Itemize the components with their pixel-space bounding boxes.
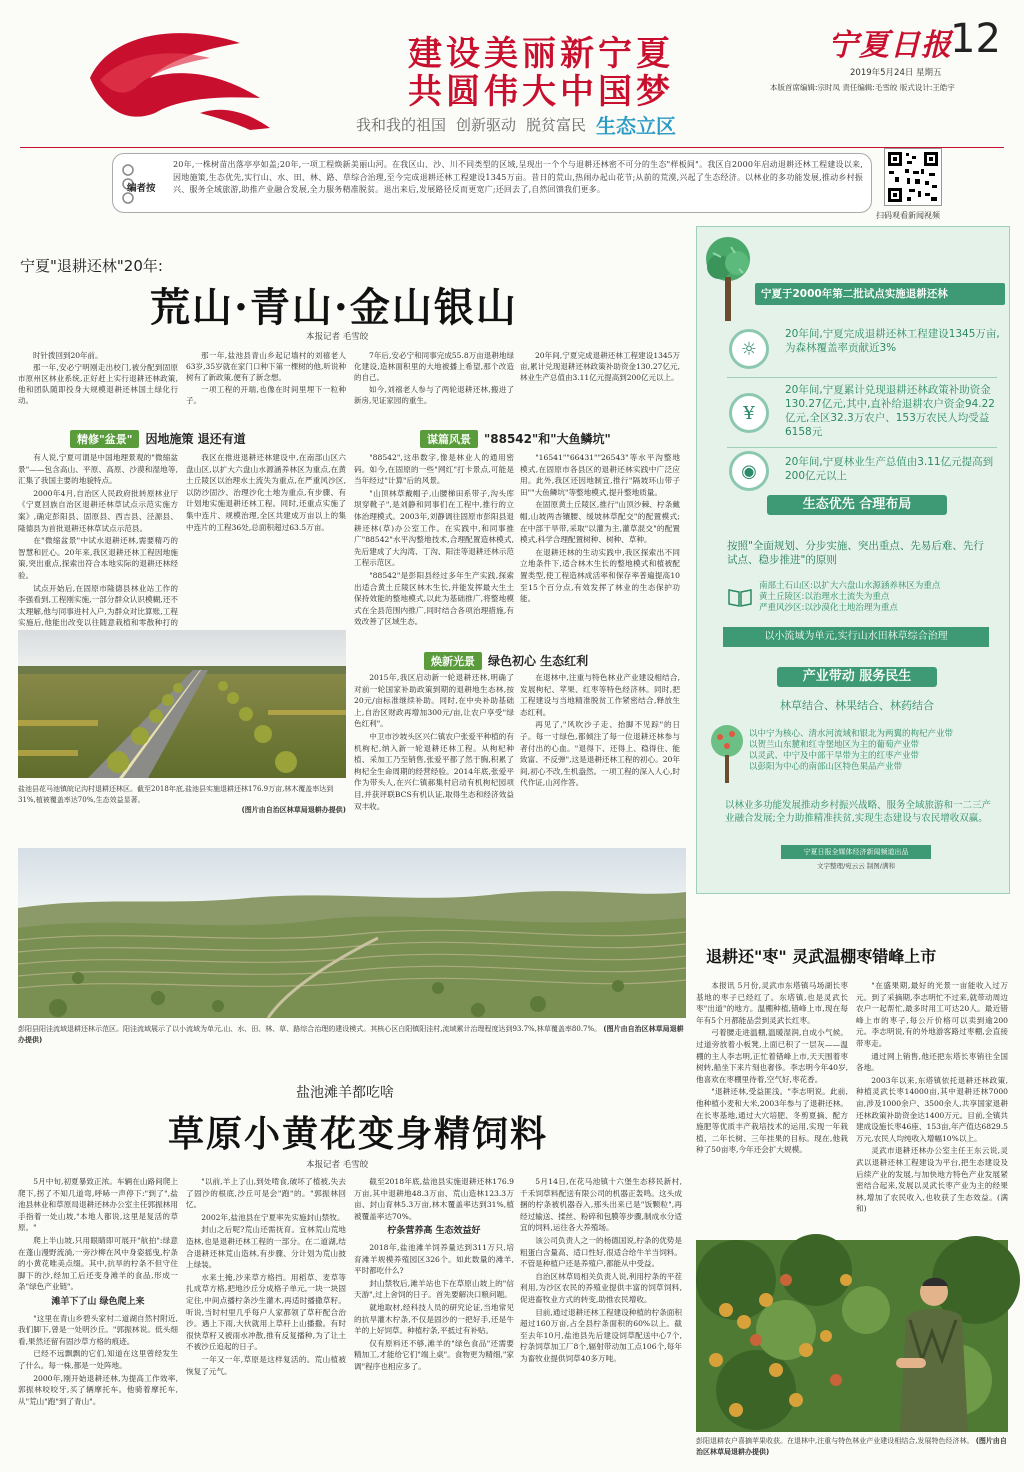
article2-col1 xyxy=(18,1176,178,1466)
infographic-panel xyxy=(696,226,1010,894)
body-para: "以前,羊上了山,到处啃食,破坏了植被,失去了固沙的根底,沙丘可是会"跑"的。"郭振林回忆。 xyxy=(186,1177,346,1210)
article2-byline: 本报记者 毛雪皎 xyxy=(306,1160,369,1170)
qr-code[interactable] xyxy=(884,148,942,206)
body-para: 本报讯 5月份,灵武市东塔镇马场湖长枣基地的枣子已经红了。东塔镇,也是灵武长枣"出道"的地方。温棚种植,错峰上市,现在每年有5个月都能品尝到灵武长红枣。 xyxy=(696,981,848,1025)
principle-text: 按照"全面规划、分步实施、突出重点、先易后难、先行试点、稳步推进"的原则 xyxy=(727,540,984,566)
photo-yanchi-forest-road xyxy=(18,630,346,778)
body-para: 自治区林草局相关负责人说,利用柠条的平茬利用,为沙区农民的养殖业提供丰富的饲草饲料,促进畜牧业方式的转变,助推农民增收。 xyxy=(520,1271,682,1304)
apple-photo-caption-text: 彭阳退耕农户喜摘苹果收获。在退林中,注重与特色林业产业建设相结合,发展特色经济林。 xyxy=(696,1437,974,1445)
stat-divider xyxy=(727,377,997,378)
body-para: 封山之后呢?荒山还需抚育。宜林荒山荒地造林,也是退耕还林工程的一部分。在二道湖,结合退耕还林荒山造林,有步骤、分计划为荒山披上绿装。 xyxy=(186,1225,346,1270)
body-para: 2000年,刚开始退耕还林,为提高工作效率,郭振林咬咬牙,买了辆摩托车。他骑着摩托车,从"荒山"跑"到了青山"。 xyxy=(18,1373,178,1406)
panorama-caption-text: 彭阳县阳洼流域退耕还林示范区。阳洼流域展示了以小流域为单元,山、水、田、林、草、路综合治理的建设模式。其核心区白阳镇阳洼村,流域累计治理程度达到93.7%,林草覆盖率80.7%。 xyxy=(18,1025,602,1033)
body-para: "88542",这串数字,像是林业人的通用密码。如今,在固原的一些"网红"打卡景点,可能是当年经过"计算"后的风景。 xyxy=(354,453,514,486)
headline-line1: 建设美丽新宁夏 xyxy=(408,34,674,74)
stat-3 xyxy=(729,451,1007,491)
heading-industry: 产业带动 服务民生 xyxy=(777,667,937,687)
body-para: 再见了,"风吹沙子走、抬脚不见踪"的日子。每一寸绿色,都倾注了每一位退耕还林参与者付出的心血。"退得下、还得上、稳得住、能致富、不反弹",这是退耕还林工程的初心。20年间,初心不改,生机盎然。一项工程的深入人心,时代作证,山河作答。 xyxy=(520,720,680,788)
body-para: 灵武市退耕还林办公室主任王东云说,灵武以退耕还林工程建设为平台,把生态建设及后续产业的发展,与加快地方特色产业发展紧密结合起来,发展以灵武长枣产业为主的经果林,增加了农民收入,也收获了生态效益。(满和) xyxy=(856,1146,1008,1214)
body-para: 目前,通过退耕还林工程建设种植的柠条面积超过160万亩,占全县柠条面积的60%以上。截至去年10月,盐池县先后建设饲草配送中心7个,柠条饲草加工厂8个,辐射带动加工点106个,每年为畜牧业提供饲草40多万吨。 xyxy=(520,1307,682,1363)
apple-photo-credit: (图片由自治区林草局退耕办提供) xyxy=(696,1437,1007,1456)
body-para: 5月中旬,初夏暴致正浓。车辆在山路间爬上爬下,拐了不知几道弯,呼哧一声停下:"到了",盐池县林业和草原局退耕还林办公室主任郭振林用手指着一处山坡,"本地人都说,这里是复活的草原。" xyxy=(18,1177,178,1233)
editor-credits: 本版首席编辑:宗时凤 责任编辑:毛雪皎 版式设计:王皓宇 xyxy=(770,83,955,92)
stat-1-text: 20年间,宁夏完成退耕还林工程建设1345万亩,为森林覆盖率贡献近3% xyxy=(785,328,1000,354)
eye-icon: ◉ xyxy=(729,451,769,491)
masthead-divider xyxy=(20,147,1004,148)
section1-col1 xyxy=(18,452,178,628)
body-para: 在退林中,注重与特色林业产业建设相结合,发展枸杞、苹果、红枣等特色经济林。同时,把工程建设与当地精准脱贫工作紧密结合,释放生态红利。 xyxy=(520,673,680,717)
section2-header xyxy=(420,430,611,447)
body-para: 水来土掩,沙来草方格挡。用稻草、麦草等扎成草方格,把地沙丘分成格子单元,一块一块固定住,中间点播柠条沙生灌木,再适时播撒草籽。听说,当时村里几乎每户人家都领了草秆配合治沙。遇上下雨,大伙就用上草秆上山播撒。有时很快草籽又被雨水冲散,推有反复播种,为了让土不被沙丘追起的日子。 xyxy=(186,1272,346,1352)
body-para: 有人说,宁夏可谓是中国地理景观的"微缩盆景"——包含高山、平原、高原、沙漠和湿地等,汇集了我国主要的地貌特点。 xyxy=(18,453,178,486)
body-para: "这里在青山乡碧头家村二道湖自然村附近,我们脚下,曾是一处明沙丘。"郭振林说。低头细看,果然还留有固沙草方格的痕迹。 xyxy=(18,1313,178,1346)
infographic-footer: 宁夏日报全媒体经济新闻频道出品 xyxy=(803,848,909,856)
body-para: 弓着腰走进温棚,温暖湿润,自成小气候。过道旁放着小板凳,上面已积了一层灰——温棚的主人李志明,正忙着错峰上市,天天围着枣树转,船坐下来片刻也奢侈。李志明今年40岁,他喜欢在枣棚里待着,空气好,枣花香。 xyxy=(696,1028,848,1084)
section1-title: 因地施策 退还有道 xyxy=(145,432,246,446)
infographic-credit: 文字整理/宛云云 制图/满和 xyxy=(817,862,895,870)
lead-para: 那一年,盐池县青山乡起记墙村的刘禧老人63岁,35岁就在家门口种下第一棵树的他,听说种树有了新政策,便有了新念想。 xyxy=(186,351,346,382)
section3-col1 xyxy=(354,672,514,840)
body-para: 封山禁牧后,滩羊站也下在草原山坡上的"信天游",过上舍饲的日子。首先要解决口粮问题。 xyxy=(354,1278,514,1300)
article3-title: 退耕还"枣" 灵武温棚枣错峰上市 xyxy=(706,947,937,966)
money-hand-icon: ¥ xyxy=(729,393,769,433)
infographic-title: 宁夏于2000年第二批试点实施退耕还林 xyxy=(761,288,948,300)
lead-para: 20年间,宁夏完成退耕还林工程建设1345万亩,累计兑现退耕还林政策补助资金130.27亿元,林业生产总值由3.11亿元提高到200亿元以上。 xyxy=(520,351,680,382)
slogan-2: 创新驱动 xyxy=(456,116,517,134)
panorama-caption xyxy=(18,1024,686,1045)
article2-col2 xyxy=(186,1176,346,1466)
editor-note-box xyxy=(112,153,872,213)
combos-text: 林草结合、林果结合、林药结合 xyxy=(780,699,934,712)
panorama-credit: (图片由自治区林草局退耕办提供) xyxy=(18,1025,684,1044)
body-para: 我区在推进退耕还林建设中,在南部山区六盘山区,以扩大六盘山水源涵养林区为重点,在黄土丘陵区以治理水土流失为重点,在严重风沙区,以防沙固沙、治理沙化土地为重点,有步骤、有计划地实施退耕还林工程。同时,还重点实施了集中连片、规模治理,全区共建成万亩以上的集中连片的工程36处,总面积超过63.5万亩。 xyxy=(186,453,346,532)
section2-col2 xyxy=(520,452,680,632)
terraced-hills-image xyxy=(18,848,686,1018)
lead-para: 如今,刘禧老人参与了两轮退耕还林,搬进了新房,见证家园的重生。 xyxy=(354,385,514,405)
tree-icon xyxy=(701,233,755,325)
body-para: 在"微缩盆景"中试水退耕还林,需要精巧的智慧和匠心。20年来,我区退耕还林工程因地施策,突出重点,探索出符合本地实际的退耕还林经验。 xyxy=(18,536,178,580)
section2-tag: 谋篇风景 xyxy=(420,430,478,448)
body-para: 2002年,盐池县在宁夏率先实施封山禁牧。 xyxy=(201,1212,345,1222)
watershed-banner xyxy=(723,627,989,647)
article1-lead-col3 xyxy=(354,350,514,422)
industry-item: 以灵武、中宁及中部干旱带为主的红枣产业带 xyxy=(749,751,920,761)
qr-label: 扫码观看新闻视频 xyxy=(876,211,940,220)
paper-name-logo: 宁夏日报 xyxy=(828,28,952,63)
section3-header xyxy=(424,652,588,669)
article2-title: 草原小黄花变身精饲料 xyxy=(168,1113,549,1155)
industry-item: 以彭阳为中心的南部山区特色果品产业带 xyxy=(749,762,903,772)
apple-orchard-image xyxy=(696,1240,1008,1432)
red-flag-ribbon-graphic xyxy=(70,18,320,138)
section1-header xyxy=(70,430,246,447)
article1-kicker: 宁夏"退耕还林"20年: xyxy=(20,257,163,275)
body-para: 在固原黄土丘陵区,推行"山顶沙棘、柠条戴帽,山坡两杏镶腰、缓坡林草配交"的配置模式;在中部干旱带,采取"以灌为主,灌草混交"的配置模式,科学合理配置树种、树种、草种。 xyxy=(520,500,680,545)
slogan-4-highlight: 生态立区 xyxy=(596,114,677,138)
body-para: "山顶林草戴帽子,山腰梯田系带子,沟头库坝穿靴子",是刘静和同事们在工程中,推行的立体治理模式。2003年,刘静调往固原市彭阳县退耕还林(草)办公室工作。在实践中,和同事推广"88542"水平沟整地技术,合理配置造林模式,先后建成了大沟湾、丁沟、阳洼等退耕还林示范工程示范区。 xyxy=(354,488,514,568)
fruit-tree-icon xyxy=(707,721,747,785)
article1-lead-col4 xyxy=(520,350,680,422)
article2-col3 xyxy=(354,1176,514,1466)
photo1-credit: (图片由自治区林草局退耕办提供) xyxy=(241,806,346,814)
body-para: 仅有原料还不够,滩羊的"绿色食品"还需要精加工,才能给它们"端上桌"。食物更为精细,"家调"程序也相应多了。 xyxy=(354,1338,514,1371)
industry-item: 以中宁为核心、清水河流域和银北为两翼的枸杞产业带 xyxy=(749,729,954,739)
photo1-caption-text: 盐池县花马池镇皖记沟村退耕还林区。截至2018年底,盐池县实施退耕还林176.9万亩,林木覆盖率达到31%,植被覆盖率达70%,生态效益显著。 xyxy=(18,785,334,804)
road-landscape-image xyxy=(18,630,346,778)
body-para: 2003年以来,东塔镇依托退耕还林政策,种植灵武长枣14000亩,其中退耕还林7000亩,涉及1000余户、3500余人,共享国家退耕还林政策补助资金达1400万元。目前,全镇共建成设施长枣46座、153亩,年产值达6829.5万元,农民人均纯收入增幅10%以上。 xyxy=(856,1075,1008,1143)
article3-col1 xyxy=(696,980,848,1236)
section2-col1 xyxy=(354,452,514,632)
stat-divider xyxy=(727,447,997,448)
body-para: "在盛果期,最好的光景一亩能收入过万元。到了采摘期,李志明忙不过来,就带动周边农户一起帮忙,最多时用工可达20人。最近错峰上市的枣子,每公斤价格可以卖到逾200元。李志明说,有的外地游客路过枣棚,会直接带枣走。 xyxy=(856,981,1008,1048)
article1-lead-col1 xyxy=(18,350,178,422)
body-para: 在退耕还林的生动实践中,我区探索出不同立地条件下,适合林木生长的整地模式和植被配置类型,使工程造林成活率和保存率普遍提高10至15个百分点,有效发挥了林业的生态保护功能。 xyxy=(520,547,680,604)
article1-title: 荒山·青山·金山银山 xyxy=(150,284,518,331)
section3-col2 xyxy=(520,672,680,840)
article2-col4 xyxy=(520,1176,682,1466)
body-para: 截至2018年底,盐池县实施退耕还林176.9万亩,其中退耕地48.3万亩、荒山造林123.3万亩、封山育林5.3万亩,林木覆盖率达到31%,植被覆盖率达70%。 xyxy=(354,1177,514,1221)
article2-kicker: 盐池滩羊都吃啥 xyxy=(296,1085,394,1101)
regions-block xyxy=(727,581,997,621)
page-number: 12 xyxy=(950,16,1001,62)
article1-byline: 本报记者 毛雪皎 xyxy=(306,332,369,342)
book-icon xyxy=(727,587,753,607)
lead-para: 那一年,安必宁明刚走出校门,被分配到固原市原州区林业系统,正好赶上实行退耕还林政策,他和团队随即投身大规模退耕还林国土绿化行动。 xyxy=(18,363,178,405)
body-para: "退耕还林,受益匪浅。"李志明说。此前,他种植小麦和大米,2003年参与了退耕还林。在长枣基地,通过大穴培肥、冬剪夏摘、配方施肥等优质丰产栽培技术的运用,实现一年栽植、二年长树、三年挂果的目标。现在,他栽种了50亩枣,今年还会扩大规模。 xyxy=(696,1087,848,1155)
section3-title: 绿色初心 生态红利 xyxy=(488,654,589,668)
apple-photo-caption xyxy=(696,1436,1008,1457)
editor-note-text: 20年,一株树苗出落亭亭如盖;20年,一项工程焕新美丽山河。在我区山、沙、川不同类型的区域,呈现出一个个与退耕还林密不可分的生态"样板间"。我区自2000年启动退耕还林工程建设以来,因地施策,生态优先,实行山、水、田、林、路、草综合治理,至今完成退耕还林工程建设1345万亩。昔日的荒山,热闹办起山花节;从前的荒漠,兴起了生态经济。以林业的多功能发展,推动乡村振兴、服务全域旅游,助推产业融合发展,全力服务精准脱贫。退出来后,发展路径反而更宽广;还回去了,自然回馈我们更多。 xyxy=(173,160,863,194)
body-para: 2000年4月,自治区人民政府批转原林业厅《宁夏回族自治区退耕还林草试点示范实施方案》,确定彭阳县、固原县、西吉县、泾源县、隆德县为首批退耕还林草试点示范县。 xyxy=(18,488,178,533)
body-para: 2015年,我区启动新一轮退耕还林,明确了对前一轮国家补助政策到期的退耕地生态林,按20元/亩标准继续补助。同时,在中央补助基础上,自治区财政再增加300元/亩,让农户享受"绿色红利"。 xyxy=(354,673,514,729)
lead-para: 7年后,安必宁和同事完成55.8万亩退耕地绿化建设,造林面积里的大地被播上希望,那个改造的自己。 xyxy=(354,351,514,382)
body-para: 2018年,盐池滩羊饲养量达到311万只,培育滩羊规模养殖园区326个。如此数量的滩羊,平时都吃什么? xyxy=(354,1242,514,1276)
body-para: 5月14日,在花马池镇十六堡生态移民新村,千禾饲草料配送有限公司的机器正轰鸣。这头成捆的柠条被机器吞入,那头出来已是"饭颗粒",再经过输送、揉丝、粉碎和包膜等步骤,制成水分适宜的饲料,运往各大养殖场。 xyxy=(520,1177,682,1233)
section1-tag: 精修"盆景" xyxy=(70,430,139,448)
photo-yangwa-panorama xyxy=(18,848,686,1018)
region-item: 黄土丘陵区:以治理水土流失为重点 xyxy=(759,592,890,602)
body-para: 一年又一年,草原是这样复活的。荒山植被恢复了元气。 xyxy=(186,1354,346,1376)
body-para: 爬上半山坡,只用眼睛即可展开"航拍":绿意在蓬山漫野流淌,一旁沙柳在风中身姿摇曳,柠条的小黄花唯美点缀。其中,抗旱的柠条不但守住脚下的沙,经加工后还变身滩羊的食品,形成一条"绿色产业链"。 xyxy=(18,1235,178,1292)
photo-apple-harvest xyxy=(696,1240,1008,1432)
issue-date: 2019年5月24日 星期五 xyxy=(850,68,942,78)
lead-para: 一项工程的开端,也像在时间里埋下一粒种子。 xyxy=(186,385,346,405)
slogan-bar xyxy=(356,110,676,139)
editor-note-label: 编者按 xyxy=(127,183,156,194)
article3-col2 xyxy=(856,980,1008,1236)
body-para: 中卫市沙坡头区兴仁镇农户张爱平种植的有机枸杞,纳入新一轮退耕还林工程。从枸杞种植、采加工乃至销售,张爱平都了然于胸,积累了枸杞全生命周期的经营经验。2014年底,张爱平作为带头人,在兴仁镇郝集村启动有机枸杞园项目,并获评联BCS有机认证,取得生态和经济效益双丰收。 xyxy=(354,731,514,811)
infographic-title-banner xyxy=(755,283,1005,305)
article2-subhead2: 柠条营养高 生态效益好 xyxy=(387,1226,481,1237)
body-para: 试点开始后,在固原市隆德县林业站工作的李强看到,工程刚实施,一部分群众认识模糊,还不太理解,他与同事进村入户,为群众对比算账,工程实施后,他能出改变以往随意栽植和零散种打的 xyxy=(18,583,178,628)
body-para: 该公司负责人之一的杨德国说,柠条的优势是粗蛋白含量高、适口性好,很适合给牛羊当饲料。不管是种植户还是养殖户,都能从中受益。 xyxy=(520,1235,682,1269)
slogan-3: 脱贫富民 xyxy=(526,116,587,134)
body-para: "88542"是彭阳县经过多年生产实践,探索出适合黄土丘陵区林木生长,并能发挥最大生土保持效能的整地模式,以此为基础推广,将整地模式在全县范围内推广,同时结合各项治理措施,有效改善了区域生态。 xyxy=(354,570,514,627)
article2-subhead1: 滩羊下了山 绿色爬上来 xyxy=(51,1296,145,1307)
region-item: 南部土石山区:以扩大六盘山水源涵养林区为重点 xyxy=(759,581,941,591)
body-para: 通过网上销售,他还把东塔长枣销往全国各地。 xyxy=(856,1051,1008,1073)
infographic-footer-banner xyxy=(781,845,931,859)
body-para: 已经不远飘飘的它们,知道在这里曾经发生了什么。每一株,都是一处阵地。 xyxy=(18,1349,178,1370)
sunrise-icon: ☼ xyxy=(729,329,769,369)
body-para: 就地取材,经科技人员的研究论证,当地常见的抗旱灌木柠条,不仅是固沙的一把好手,还是牛羊的上好饲草。种植柠条,平抵过有补贴。 xyxy=(354,1302,514,1336)
region-item: 严重风沙区:以沙漠化土地治理为重点 xyxy=(759,603,898,613)
body-para: "16541""66431""26543"等水平沟整地模式,在固原市各县区的退耕还林实践中广泛应用。此外,我区还因地制宜,推行"隔坡环山带子田""大鱼鳞坑"等整地模式,提升整地质量。 xyxy=(520,453,680,497)
slogan-1: 我和我的祖国 xyxy=(356,116,447,134)
summary-text: 以林业多功能发展推动乡村振兴战略、服务全域旅游和一二三产业融合发展;全力助推精准扶贫,实现生态建设与农民增收双赢。 xyxy=(725,800,992,824)
stat-1 xyxy=(729,325,1007,375)
article1-lead-col2 xyxy=(186,350,346,422)
lead-para: 时针拨回到20年前。 xyxy=(33,351,103,360)
stat-2-text: 20年间,宁夏累计兑现退耕还林政策补助资金130.27亿元,其中,直补给退耕农户资金94.22亿元,全区32.3万农户、153万农民人均受益6158元 xyxy=(785,384,995,438)
section1-col2 xyxy=(186,452,346,622)
headline-line2: 共圆伟大中国梦 xyxy=(408,72,674,112)
section2-title: "88542"和"大鱼鳞坑" xyxy=(484,432,611,446)
stat-2 xyxy=(729,381,1007,451)
industry-block xyxy=(707,713,1007,793)
heading-ecology-first: 生态优先 合理布局 xyxy=(767,495,947,515)
industry-item: 以贺兰山东麓和红寺堡地区为主的葡萄产业带 xyxy=(749,740,920,750)
stat-3-text: 20年间,宁夏林业生产总值由3.11亿元提高到200亿元以上 xyxy=(785,456,994,482)
qr-code-icon xyxy=(885,149,941,205)
watershed-text: 以小流域为单元,实行山水田林草综合治理 xyxy=(764,631,948,642)
section3-tag: 焕新光景 xyxy=(424,652,482,670)
photo1-caption xyxy=(18,784,346,816)
masthead xyxy=(0,0,1024,150)
